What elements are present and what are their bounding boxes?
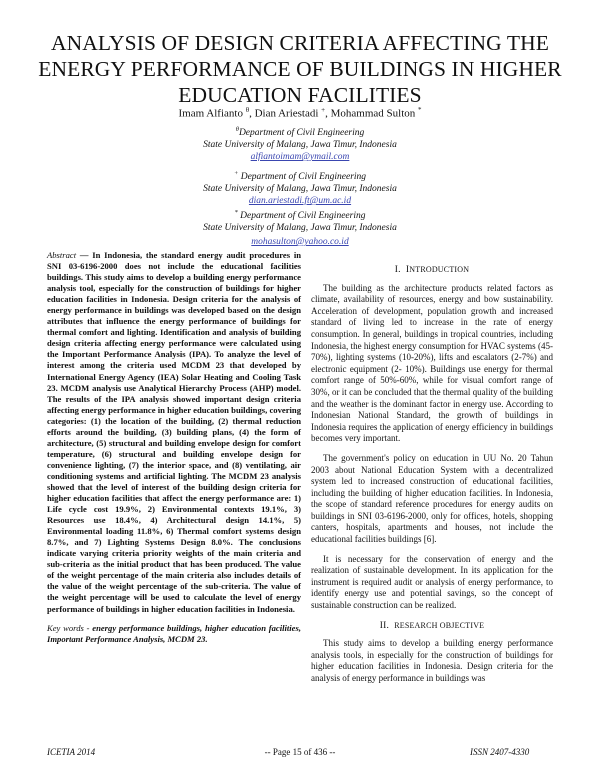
keywords-lead: Key words bbox=[47, 622, 84, 633]
affiliation-block bbox=[0, 124, 600, 163]
paragraph: It is necessary for the conservation of energy and the realization of sustainable development. In its application for the instrument is required audit or analysis of energy performance, to identify energy use and potential savings, so the concept of sustainable construction can be realized. bbox=[311, 553, 553, 611]
right-column bbox=[311, 264, 553, 693]
author-mark: + bbox=[321, 106, 326, 114]
keywords-text: - energy performance buildings, higher education facilities, Important Performance Analysis, MCDM 23. bbox=[47, 622, 301, 644]
author-mark: * bbox=[418, 106, 422, 114]
affiliation-block bbox=[0, 207, 600, 248]
affiliation-mark: θ bbox=[235, 126, 239, 133]
affiliation-univ: State University of Malang, Jawa Timur, Indonesia bbox=[203, 140, 397, 151]
abstract-lead: Abstract bbox=[47, 250, 77, 260]
abstract bbox=[47, 250, 301, 615]
affiliation-dept: Department of Civil Engineering bbox=[240, 211, 366, 222]
section-heading: I. INTRODUCTION bbox=[394, 265, 470, 275]
keywords bbox=[47, 623, 301, 645]
author-name: Mohammad Sulton bbox=[330, 107, 416, 120]
affiliation-mark: + bbox=[233, 170, 239, 177]
affiliation-dept: Department of Civil Engineering bbox=[240, 172, 367, 183]
affiliation-dept: Department of Civil Engineering bbox=[238, 128, 365, 139]
footer-page-number: -- Page 15 of 436 -- bbox=[264, 747, 336, 757]
author-name: Dian Ariestadi bbox=[254, 107, 319, 120]
author-mark: θ bbox=[245, 106, 250, 114]
affiliation-mark: * bbox=[234, 209, 238, 216]
paragraph: The government's policy on education in UU No. 20 Tahun 2003 about National Education System with a decentralized system led to increased construction of educational facilities, including the building of higher education facilities. In Indonesia, the scope of standard reference procedures for energy audits on buildings in SNI 03-6196-2000, only for offices, hotels, shopping canters, hospitals, apartments and houses, not include the educational facilities buildings [6]. bbox=[311, 452, 553, 545]
paragraph: This study aims to develop a building energy performance analysis tools, in especially for the construction of buildings for higher education facilities in Indonesia. Design criteria for the analysis of energy performance in buildings was bbox=[311, 638, 553, 683]
email-link[interactable]: dian.ariestadi.ft@um.ac.id bbox=[248, 196, 352, 207]
affiliation-block bbox=[0, 168, 600, 207]
left-column bbox=[47, 250, 301, 645]
footer-conference: ICETIA 2014 bbox=[47, 747, 96, 757]
section-heading: II. RESEARCH OBJECTIVE bbox=[379, 620, 485, 631]
affiliation-univ: State University of Malang, Jawa Timur, Indonesia bbox=[203, 184, 397, 195]
author-name: Imam Alfianto bbox=[178, 107, 243, 120]
paragraph: The building as the architecture products related factors as climate, availability of resources, energy and bow sustainability. Acceleration of development, population growth and increased standard of living led to increase in the rate of energy consumption. In general, buildings in tropical countries, including Indonesia, the highest energy consumption for HVAC systems (45-70%), lighting systems (10-20%), lifts and escalators (2-7%) and electronic equipment (2- 10%). Buildings use energy for thermal comfort range of 50%-60%, while for visual comfort range of 30%, or it can be concluded that the thermal quality of the building and the weather is the dominant factor in energy use. According to Indonesian National Standard, the growth of buildings in Indonesia requires the application of energy efficiency in buildings becomes very important. bbox=[311, 282, 553, 444]
paper-title: ANALYSIS OF DESIGN CRITERIA AFFECTING THE ENERGY PERFORMANCE OF BUILDINGS IN HIGHER EDUCATION FACILITIES bbox=[38, 31, 562, 107]
author-line: Imam Alfianto $^\theta$, Dian Ariestadi +, Mohammad Sulton * bbox=[178, 106, 422, 120]
affiliation-univ: State University of Malang, Jawa Timur, Indonesia bbox=[203, 223, 397, 234]
footer-issn: ISSN 2407-4330 bbox=[470, 747, 530, 757]
email-link[interactable]: alfiantoimam@ymail.com bbox=[250, 152, 350, 163]
abstract-text: — In Indonesia, the standard energy audit procedures in SNI 03-6196-2000 does not include the educational facilities buildings. This study aims to develop a building energy performance analysis tool, especially for the construction of buildings for higher education facilities in Indonesia. Design criteria for the analysis of energy performance in buildings was developed based on the design attributes that influence the energy performance of buildings for thermal comfort and lighting. Identification and analysis of building design criteria affecting energy performance were calculated using the Important Performance Analysis (IPA). To analyze the level of interest among the criteria used MCDM 23 that developed by International Energy Agency (IEA) Solar Heating and Cooling Task 23. MCDM analysis use Analytical Hierarchy Process (AHP) model. The results of the IPA analysis showed important design criteria affecting energy performance in higher education buildings, covering categories: (1) the location of the building, (2) thermal reduction efforts around the building, (3) building plans, (4) the form of architecture, (5) structural and building envelope design for comfort temperature, (6) structural and building envelope design for convenience lighting, (7) the interior space, and (8) ventilating, air conditioning systems and artificial lighting. The MCDM 23 analysis showed that the level of interest of the building design criteria for higher education facilities that affect the energy performance are: 1) Life cycle cost 19.9%, 2) Environmental contexts 19.1%, 3) Resources use 18.4%, 4) Architectural design 14.1%, 5) Environmental loading 11.8%, 6) Thermal comfort systems design 8.7%, and 7) Lighting Systems Design 8.0%. The conclusions indicate varying criteria priority weights of the main criteria and sub-criteria as the initial product that has been produced. The value of the weight percentage of the main criteria also includes details of the value of the weight percentage of the sub-criteria. The value of the weight percentage will be used to calculate the level of energy performance of buildings in higher education facilities in Indonesia. bbox=[47, 250, 301, 614]
email-link[interactable]: mohasulton@yahoo.co.id bbox=[251, 237, 349, 248]
